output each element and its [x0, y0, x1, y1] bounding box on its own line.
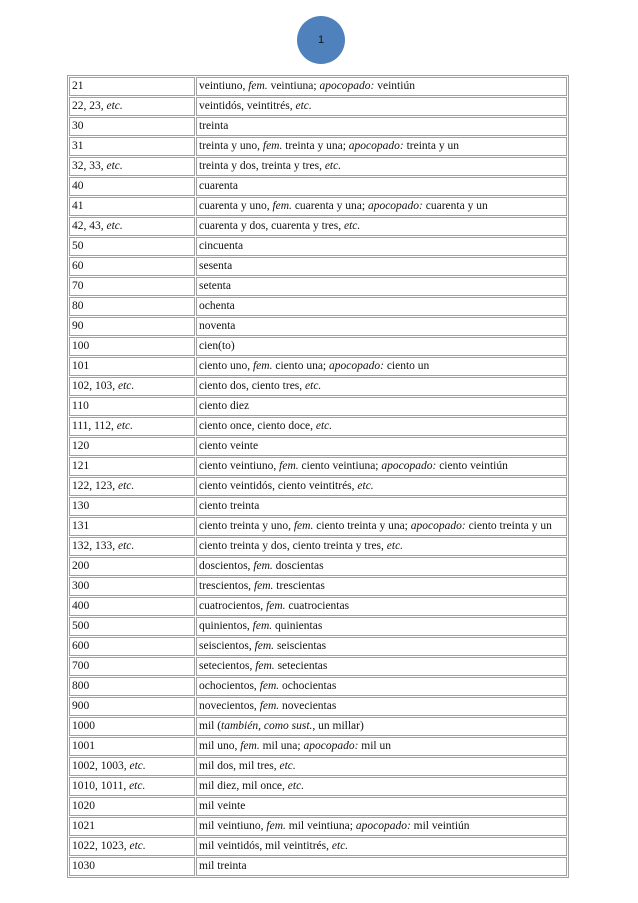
cell-text: mil treinta [199, 860, 247, 872]
table-row [69, 677, 567, 696]
number-cell [69, 477, 195, 496]
table-row [69, 837, 567, 856]
number-cell [69, 117, 195, 136]
italic-text: fem. [240, 740, 260, 752]
cell-text: mil un [358, 740, 391, 752]
cell-text: cien(to) [199, 340, 235, 352]
cell-text: cuarenta y una; [291, 200, 368, 212]
number-cell [69, 777, 195, 796]
table-row [69, 437, 567, 456]
spanish-word-cell [196, 737, 567, 756]
italic-text: etc. [315, 420, 333, 432]
table-row [69, 117, 567, 136]
italic-text: etc. [106, 160, 123, 172]
italic-text: fem. [279, 460, 299, 472]
cell-text: setecientos, [199, 660, 256, 672]
cell-text: 42, 43, [72, 220, 107, 232]
cell-text: novecientos, [199, 700, 260, 712]
spanish-word-cell [196, 217, 567, 236]
cell-text: 21 [72, 80, 84, 92]
cell-text: 70 [72, 280, 84, 292]
number-cell [69, 357, 195, 376]
italic-text: también, como sust., [221, 720, 316, 732]
number-cell [69, 597, 195, 616]
table-row [69, 497, 567, 516]
italic-text: etc. [343, 220, 361, 232]
cell-text: seiscientos, [199, 640, 255, 652]
cell-text: 700 [72, 660, 90, 672]
number-cell [69, 717, 195, 736]
spanish-word-cell [196, 597, 567, 616]
italic-text: etc. [118, 540, 135, 552]
cell-text: un millar) [315, 720, 364, 732]
italic-text: etc. [129, 840, 146, 852]
cell-text: 31 [72, 140, 84, 152]
italic-text: fem. [259, 680, 280, 692]
number-cell [69, 97, 195, 116]
italic-text: etc. [106, 220, 123, 232]
cell-text: ciento veintiuna; [298, 460, 382, 472]
table-row [69, 617, 567, 636]
table-row [69, 517, 567, 536]
cell-text: 600 [72, 640, 90, 652]
cell-text: cuarenta y uno, [199, 200, 273, 212]
table-row [69, 597, 567, 616]
cell-text: ciento veinte [199, 440, 259, 452]
table-row [69, 217, 567, 236]
spanish-word-cell [196, 437, 567, 456]
spanish-word-cell [196, 677, 567, 696]
cell-text: 300 [72, 580, 90, 592]
cell-text: mil una; [259, 740, 304, 752]
italic-text: etc. [129, 780, 146, 792]
cell-text: mil diez, mil once, [199, 780, 288, 792]
number-cell [69, 537, 195, 556]
spanish-word-cell [196, 837, 567, 856]
cell-text: treinta y una; [282, 140, 349, 152]
table-row [69, 417, 567, 436]
cell-text: mil veinte [199, 800, 246, 812]
table-row [69, 637, 567, 656]
spanish-word-cell [196, 157, 567, 176]
table-row [69, 377, 567, 396]
spanish-word-cell [196, 197, 567, 216]
italic-text: apocopado: [381, 460, 437, 472]
cell-text: ciento treinta y dos, ciento treinta y tres, [199, 540, 387, 552]
cell-text: doscientos, [199, 560, 254, 572]
table-row [69, 337, 567, 356]
table-row [69, 697, 567, 716]
table-row [69, 577, 567, 596]
cell-text: cuatrocientos, [199, 600, 267, 612]
spanish-word-cell [196, 577, 567, 596]
number-cell [69, 857, 195, 876]
table-row [69, 137, 567, 156]
number-cell [69, 417, 195, 436]
number-cell [69, 77, 195, 96]
cell-text: cuarenta y dos, cuarenta y tres, [199, 220, 344, 232]
number-cell [69, 737, 195, 756]
number-cell [69, 457, 195, 476]
numbers-table-container [67, 75, 569, 878]
number-cell [69, 437, 195, 456]
italic-text: etc. [118, 380, 135, 392]
cell-text: ciento veintiún [436, 460, 508, 472]
cell-text: mil dos, mil tres, [199, 760, 280, 772]
cell-text: cuarenta y un [422, 200, 488, 212]
cell-text: mil veintiuno, [199, 820, 267, 832]
italic-text: apocopado: [355, 820, 411, 832]
spanish-word-cell [196, 757, 567, 776]
number-cell [69, 257, 195, 276]
spanish-word-cell [196, 557, 567, 576]
cell-text: quinientas [272, 620, 323, 632]
spanish-word-cell [196, 477, 567, 496]
italic-text: fem. [252, 620, 273, 632]
spanish-word-cell [196, 337, 567, 356]
spanish-word-cell [196, 317, 567, 336]
italic-text: fem. [253, 560, 273, 572]
cell-text: ciento dos, ciento tres, [199, 380, 306, 392]
number-cell [69, 517, 195, 536]
table-row [69, 157, 567, 176]
cell-text: 60 [72, 260, 84, 272]
number-cell [69, 557, 195, 576]
cell-text: doscientas [272, 560, 324, 572]
table-row [69, 797, 567, 816]
cell-text: veintiuna; [267, 80, 320, 92]
cell-text: 110 [72, 400, 89, 412]
cell-text: cincuenta [199, 240, 244, 252]
cell-text: veintiún [374, 80, 415, 92]
italic-text: etc. [386, 540, 404, 552]
cell-text: 130 [72, 500, 90, 512]
cell-text: ciento treinta y uno, [199, 520, 294, 532]
cell-text: treinta [199, 120, 229, 132]
number-cell [69, 577, 195, 596]
cell-text: 80 [72, 300, 84, 312]
cell-text: 50 [72, 240, 84, 252]
number-cell [69, 337, 195, 356]
table-row [69, 397, 567, 416]
italic-text: etc. [357, 480, 374, 492]
cell-text: 500 [72, 620, 90, 632]
table-row [69, 657, 567, 676]
spanish-word-cell [196, 77, 567, 96]
cell-text: mil veintiuna; [285, 820, 356, 832]
page-number-badge [297, 16, 345, 64]
italic-text: fem. [254, 640, 275, 652]
table-row [69, 717, 567, 736]
spanish-word-cell [196, 657, 567, 676]
table-row [69, 177, 567, 196]
italic-text: fem. [262, 140, 283, 152]
spanish-word-cell [196, 137, 567, 156]
spanish-word-cell [196, 297, 567, 316]
cell-text: setecientas [274, 660, 328, 672]
table-row [69, 357, 567, 376]
italic-text: apocopado: [303, 740, 359, 752]
number-cell [69, 237, 195, 256]
spanish-word-cell [196, 357, 567, 376]
cell-text: treinta y uno, [199, 140, 263, 152]
number-cell [69, 617, 195, 636]
table-row [69, 477, 567, 496]
cell-text: 1002, 1003, [72, 760, 130, 772]
italic-text: fem. [272, 200, 292, 212]
italic-text: etc. [106, 100, 123, 112]
spanish-word-cell [196, 97, 567, 116]
cell-text: 30 [72, 120, 84, 132]
table-row [69, 777, 567, 796]
cell-text: 1021 [72, 820, 95, 832]
spanish-word-cell [196, 797, 567, 816]
spanish-word-cell [196, 377, 567, 396]
cell-text: trescientos, [199, 580, 254, 592]
spanish-word-cell [196, 537, 567, 556]
italic-text: etc. [331, 840, 349, 852]
number-cell [69, 757, 195, 776]
table-row [69, 737, 567, 756]
cell-text: 22, 23, [72, 100, 107, 112]
italic-text: apocopado: [367, 200, 423, 212]
cell-text: ciento treinta y un [465, 520, 552, 532]
cell-text: ochenta [199, 300, 235, 312]
table-row [69, 557, 567, 576]
spanish-word-cell [196, 517, 567, 536]
spanish-word-cell [196, 397, 567, 416]
spanish-word-cell [196, 277, 567, 296]
cell-text: 102, 103, [72, 380, 118, 392]
spanish-word-cell [196, 817, 567, 836]
cell-text: veintiuno, [199, 80, 249, 92]
cell-text: ciento treinta [199, 500, 260, 512]
table-row [69, 817, 567, 836]
number-cell [69, 137, 195, 156]
cell-text: 40 [72, 180, 84, 192]
number-cell [69, 497, 195, 516]
table-row [69, 77, 567, 96]
cell-text: ciento treinta y una; [313, 520, 411, 532]
numbers-table-body [69, 77, 567, 876]
cell-text: 1030 [72, 860, 95, 872]
cell-text: ciento diez [199, 400, 250, 412]
spanish-word-cell [196, 697, 567, 716]
italic-text: etc. [287, 780, 305, 792]
spanish-word-cell [196, 857, 567, 876]
cell-text: ciento veintidós, ciento veintitrés, [199, 480, 358, 492]
number-cell [69, 677, 195, 696]
italic-text: apocopado: [319, 80, 375, 92]
spanish-word-cell [196, 717, 567, 736]
italic-text: fem. [266, 820, 286, 832]
number-cell [69, 297, 195, 316]
number-cell [69, 637, 195, 656]
cell-text: ochocientos, [199, 680, 260, 692]
italic-text: etc. [305, 380, 322, 392]
table-row [69, 257, 567, 276]
spanish-word-cell [196, 177, 567, 196]
cell-text: ochocientas [279, 680, 337, 692]
number-cell [69, 217, 195, 236]
cell-text: veintidós, veintitrés, [199, 100, 296, 112]
cell-text: 1001 [72, 740, 95, 752]
table-row [69, 757, 567, 776]
cell-text: 1022, 1023, [72, 840, 130, 852]
cell-text: treinta y un [403, 140, 459, 152]
number-cell [69, 157, 195, 176]
italic-text: etc. [324, 160, 342, 172]
cell-text: treinta y dos, treinta y tres, [199, 160, 325, 172]
table-row [69, 97, 567, 116]
spanish-word-cell [196, 617, 567, 636]
italic-text: fem. [293, 520, 314, 532]
cell-text: 111, 112, [72, 420, 117, 432]
cell-text: 1020 [72, 800, 95, 812]
number-cell [69, 177, 195, 196]
cell-text: 131 [72, 520, 90, 532]
cell-text: setenta [199, 280, 231, 292]
cell-text: 1000 [72, 720, 95, 732]
number-cell [69, 197, 195, 216]
cell-text: ciento un [383, 360, 430, 372]
number-cell [69, 657, 195, 676]
spanish-word-cell [196, 777, 567, 796]
italic-text: etc. [118, 480, 135, 492]
table-row [69, 297, 567, 316]
cell-text: mil ( [199, 720, 222, 732]
number-cell [69, 697, 195, 716]
number-cell [69, 817, 195, 836]
cell-text: ciento veintiuno, [199, 460, 280, 472]
cell-text: 101 [72, 360, 90, 372]
cell-text: ciento uno, [199, 360, 253, 372]
cell-text: 120 [72, 440, 90, 452]
spanish-word-cell [196, 497, 567, 516]
italic-text: etc. [129, 760, 146, 772]
italic-text: apocopado: [410, 520, 466, 532]
cell-text: 32, 33, [72, 160, 107, 172]
italic-text: etc. [279, 760, 296, 772]
table-row [69, 537, 567, 556]
number-cell [69, 277, 195, 296]
table-row [69, 237, 567, 256]
numbers-table [67, 75, 569, 878]
table-row [69, 277, 567, 296]
number-cell [69, 797, 195, 816]
table-row [69, 317, 567, 336]
cell-text: mil veintidós, mil veintitrés, [199, 840, 332, 852]
italic-text: fem. [253, 580, 274, 592]
cell-text: mil veintiún [410, 820, 470, 832]
cell-text: noventa [199, 320, 236, 332]
spanish-word-cell [196, 257, 567, 276]
spanish-word-cell [196, 637, 567, 656]
cell-text: quinientos, [199, 620, 253, 632]
cell-text: trescientas [273, 580, 325, 592]
cell-text: 90 [72, 320, 84, 332]
cell-text: 1010, 1011, [72, 780, 130, 792]
number-cell [69, 377, 195, 396]
cell-text: 121 [72, 460, 90, 472]
cell-text: 132, 133, [72, 540, 118, 552]
cell-text: cuarenta [199, 180, 238, 192]
italic-text: etc. [295, 100, 312, 112]
italic-text: fem. [259, 700, 280, 712]
spanish-word-cell [196, 237, 567, 256]
cell-text: ciento once, ciento doce, [199, 420, 316, 432]
table-row [69, 457, 567, 476]
cell-text: 100 [72, 340, 90, 352]
table-row [69, 197, 567, 216]
italic-text: fem. [252, 360, 273, 372]
cell-text: 900 [72, 700, 90, 712]
cell-text: novecientas [279, 700, 337, 712]
cell-text: 800 [72, 680, 90, 692]
cell-text: 200 [72, 560, 90, 572]
cell-text: cuatrocientas [285, 600, 350, 612]
cell-text: ciento una; [272, 360, 329, 372]
cell-text: mil uno, [199, 740, 241, 752]
cell-text: 41 [72, 200, 84, 212]
spanish-word-cell [196, 117, 567, 136]
cell-text: 400 [72, 600, 90, 612]
spanish-word-cell [196, 417, 567, 436]
italic-text: fem. [266, 600, 286, 612]
cell-text: seiscientas [274, 640, 327, 652]
italic-text: fem. [255, 660, 275, 672]
number-cell [69, 397, 195, 416]
number-cell [69, 317, 195, 336]
italic-text: apocopado: [329, 360, 384, 372]
italic-text: etc. [116, 420, 134, 432]
spanish-word-cell [196, 457, 567, 476]
italic-text: fem. [248, 80, 268, 92]
cell-text: sesenta [199, 260, 233, 272]
table-row [69, 857, 567, 876]
page-number: 1 [317, 34, 325, 46]
number-cell [69, 837, 195, 856]
cell-text: 122, 123, [72, 480, 118, 492]
italic-text: apocopado: [348, 140, 404, 152]
